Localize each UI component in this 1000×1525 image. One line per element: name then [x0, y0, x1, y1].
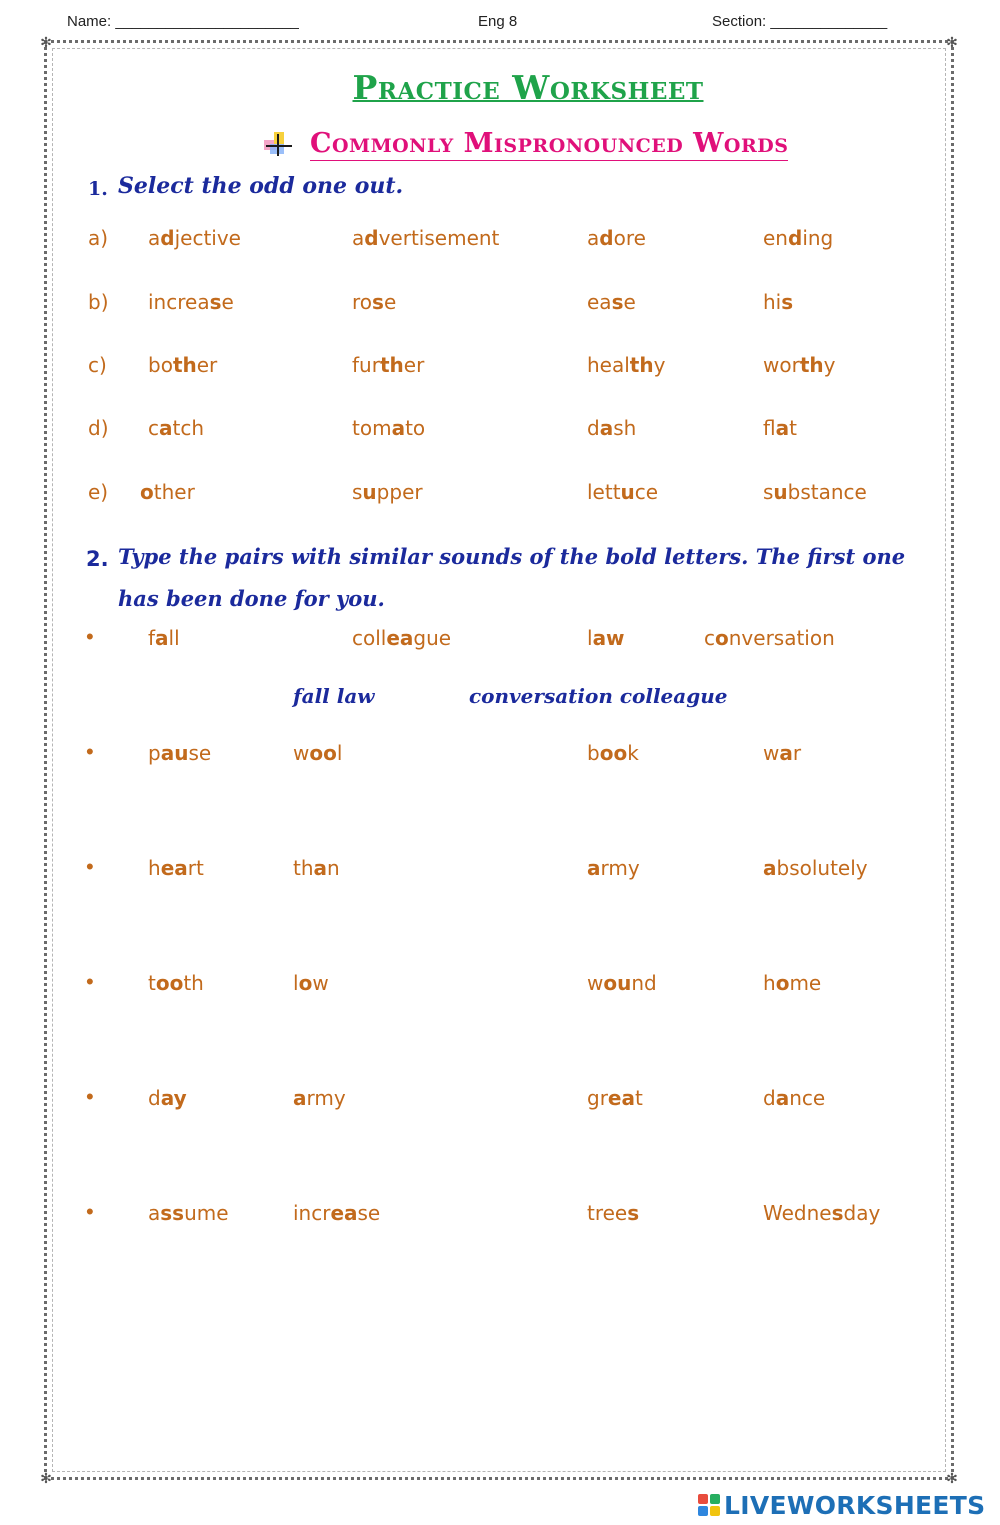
word-part: b [587, 741, 600, 765]
word-part: ll [168, 626, 180, 650]
word-part: e [383, 290, 397, 314]
word-option [763, 480, 867, 504]
word-part: a [587, 226, 600, 250]
question-number: 1. [88, 178, 108, 200]
bold-letters: ea [330, 1201, 358, 1225]
word-part: bo [148, 353, 173, 377]
word-part: incr [293, 1201, 331, 1225]
bold-letters: a [779, 741, 793, 765]
row-label: e) [88, 480, 109, 504]
word-option [763, 353, 835, 377]
question-2-prompt-line1: Type the pairs with similar sounds of the bold letters. The first one [118, 544, 906, 569]
word-option [148, 626, 180, 650]
section-field-label: Section: ______________ [712, 13, 888, 30]
word-option [704, 626, 835, 650]
word-option [148, 1201, 229, 1225]
border-corner-ornament: ✻ [946, 1470, 958, 1486]
word-option [587, 856, 640, 880]
word-option [587, 480, 658, 504]
bullet-icon: • [86, 739, 94, 764]
bold-letters: o [298, 971, 313, 995]
word-part: en [763, 226, 788, 250]
bold-letters: s [627, 1201, 640, 1225]
border-corner-ornament: ✻ [40, 1470, 52, 1486]
bold-letters: ss [160, 1201, 185, 1225]
bold-letters: a [587, 856, 601, 880]
bold-letters: s [611, 290, 624, 314]
bold-letters: a [313, 856, 328, 880]
word-part: bstance [787, 480, 867, 504]
word-part: fur [352, 353, 380, 377]
word-part: nversation [728, 626, 835, 650]
pair-row [0, 626, 1000, 658]
bold-letters: th [379, 353, 404, 377]
word-option [587, 290, 636, 314]
word-option [352, 626, 451, 650]
bullet-icon: • [86, 624, 94, 649]
word-part: d [148, 1086, 161, 1110]
example-answer-2: conversation colleague [469, 684, 728, 708]
bullet-icon: • [86, 854, 94, 879]
bold-letters: a [599, 416, 614, 440]
pair-row [0, 741, 1000, 773]
word-part: c [148, 416, 159, 440]
word-part: nd [631, 971, 657, 995]
word-part: y [653, 353, 666, 377]
word-option [293, 856, 340, 880]
bold-letters: th [629, 353, 654, 377]
word-part: d [763, 1086, 776, 1110]
odd-one-out-row [0, 353, 1000, 385]
word-part: c [704, 626, 715, 650]
word-option [293, 741, 342, 765]
word-option [148, 971, 204, 995]
bold-letters: ay [160, 1086, 187, 1110]
name-field-label: Name: ______________________ [67, 13, 299, 30]
word-part: me [789, 971, 822, 995]
bold-letters: oo [599, 741, 628, 765]
bold-letters: a [391, 416, 406, 440]
word-option [763, 416, 797, 440]
word-option [763, 1086, 825, 1110]
word-part: sh [613, 416, 637, 440]
word-option [763, 741, 801, 765]
word-part: ther [153, 480, 195, 504]
word-part: ro [352, 290, 373, 314]
word-option [763, 226, 833, 250]
word-part: increa [148, 290, 210, 314]
word-part: tree [587, 1201, 628, 1225]
word-part: to [405, 416, 426, 440]
question-2-prompt-line2: has been done for you. [118, 586, 385, 611]
word-option [352, 480, 423, 504]
word-option [148, 226, 241, 250]
word-part: l [336, 741, 343, 765]
word-option [587, 1086, 643, 1110]
word-part: vertisement [378, 226, 500, 250]
word-part: p [148, 741, 161, 765]
odd-one-out-row [0, 416, 1000, 448]
bold-letters: a [159, 416, 173, 440]
word-part: th [293, 856, 314, 880]
word-part: gue [413, 626, 452, 650]
word-option [293, 1201, 380, 1225]
bold-letters: o [140, 480, 154, 504]
word-option [148, 353, 217, 377]
word-part: coll [352, 626, 387, 650]
word-option [140, 480, 195, 504]
word-option [148, 856, 204, 880]
word-part: a [148, 226, 161, 250]
bold-letters: a [293, 1086, 307, 1110]
word-part: y [823, 353, 836, 377]
word-option [148, 1086, 187, 1110]
question-1-prompt: Select the odd one out. [118, 173, 404, 199]
word-part: rmy [306, 1086, 346, 1110]
word-part: tch [172, 416, 205, 440]
word-part: s [763, 480, 774, 504]
word-part: t [634, 1086, 643, 1110]
bold-letters: o [715, 626, 729, 650]
bold-letters: d [599, 226, 614, 250]
word-option [587, 1201, 639, 1225]
bold-letters: oo [155, 971, 184, 995]
word-part: l [293, 971, 299, 995]
word-part: w [293, 741, 310, 765]
bold-letters: aw [592, 626, 625, 650]
word-part: k [627, 741, 639, 765]
course-label: Eng 8 [478, 13, 518, 30]
question-number: 2. [86, 547, 109, 571]
word-part: d [587, 416, 600, 440]
liveworksheets-brand [698, 1490, 985, 1520]
word-part: e [623, 290, 636, 314]
word-option [293, 971, 329, 995]
word-option [763, 856, 868, 880]
word-part: ore [613, 226, 646, 250]
word-part: hi [763, 290, 782, 314]
bold-letters: s [781, 290, 794, 314]
word-part: w [587, 971, 604, 995]
word-part: pper [376, 480, 423, 504]
bold-letters: ea [607, 1086, 635, 1110]
word-part: f [148, 626, 156, 650]
word-option [293, 1086, 346, 1110]
bold-letters: u [362, 480, 377, 504]
row-label: a) [88, 226, 109, 250]
word-part: h [763, 971, 776, 995]
bullet-icon: • [86, 969, 94, 994]
bullet-icon: • [86, 1199, 94, 1224]
word-part: rmy [600, 856, 640, 880]
word-part: a [148, 1201, 161, 1225]
row-label: c) [88, 353, 107, 377]
pair-row [0, 1086, 1000, 1118]
bold-letters: ou [603, 971, 632, 995]
word-option [587, 741, 639, 765]
word-option [587, 226, 646, 250]
word-part: lett [587, 480, 621, 504]
word-part: ce [634, 480, 659, 504]
border-corner-ornament: ✻ [946, 34, 958, 50]
odd-one-out-row [0, 226, 1000, 258]
word-part: ing [802, 226, 834, 250]
border-corner-ornament: ✻ [40, 34, 52, 50]
word-part: jective [174, 226, 241, 250]
word-part: t [789, 416, 797, 440]
word-part: w [312, 971, 329, 995]
word-option [763, 971, 821, 995]
brand-name: LIVEWORKSHEETS [724, 1490, 986, 1520]
word-part: l [587, 626, 593, 650]
word-option [763, 290, 793, 314]
bold-letters: u [773, 480, 788, 504]
bold-letters: au [160, 741, 189, 765]
word-part: tom [352, 416, 392, 440]
bold-letters: d [364, 226, 379, 250]
row-label: b) [88, 290, 109, 314]
liveworksheets-logo-icon [698, 1494, 720, 1516]
word-part: th [183, 971, 204, 995]
word-part: Wedne [763, 1201, 832, 1225]
word-option [352, 353, 424, 377]
pair-row [0, 856, 1000, 888]
word-option [587, 971, 657, 995]
word-part: a [352, 226, 365, 250]
bold-letters: oo [309, 741, 337, 765]
word-part: heal [587, 353, 630, 377]
bold-letters: s [831, 1201, 844, 1225]
example-answer-1: fall law [293, 684, 375, 708]
word-part: se [357, 1201, 381, 1225]
word-part: s [352, 480, 363, 504]
word-option [148, 290, 234, 314]
word-part: er [196, 353, 218, 377]
word-part: ea [587, 290, 612, 314]
bold-letters: d [160, 226, 175, 250]
word-part: e [221, 290, 234, 314]
word-part: er [403, 353, 425, 377]
odd-one-out-row [0, 290, 1000, 322]
word-part: bsolutely [776, 856, 868, 880]
word-option [148, 741, 211, 765]
pair-row [0, 1201, 1000, 1233]
odd-one-out-row [0, 480, 1000, 512]
bold-letters: th [172, 353, 197, 377]
bold-letters: a [763, 856, 777, 880]
row-label: d) [88, 416, 109, 440]
bold-letters: o [775, 971, 790, 995]
bold-letters: a [775, 1086, 790, 1110]
worksheet-title: Practice Worksheet [352, 68, 704, 107]
squares-bullet-icon [262, 130, 294, 158]
bold-letters: ea [160, 856, 188, 880]
word-part: t [148, 971, 156, 995]
word-option [352, 290, 396, 314]
bold-letters: s [372, 290, 384, 314]
word-part: r [792, 741, 802, 765]
word-part: w [763, 741, 780, 765]
word-option [763, 1201, 880, 1225]
pair-row [0, 971, 1000, 1003]
word-part: gr [587, 1086, 608, 1110]
word-part: ume [184, 1201, 229, 1225]
bold-letters: d [787, 226, 803, 250]
bold-letters: s [209, 290, 222, 314]
worksheet-subtitle: Commonly Mispronounced Words [310, 128, 789, 159]
bold-letters: a [155, 626, 169, 650]
word-part: n [327, 856, 340, 880]
worksheet-title-wrap [0, 68, 1000, 107]
bold-letters: u [620, 480, 635, 504]
word-option [587, 416, 636, 440]
bold-letters: a [775, 416, 790, 440]
word-part: fl [763, 416, 776, 440]
word-part: day [843, 1201, 881, 1225]
word-option [352, 416, 425, 440]
bold-letters: th [799, 353, 824, 377]
word-option [352, 226, 499, 250]
word-part: h [148, 856, 161, 880]
word-option [148, 416, 204, 440]
bold-letters: ea [386, 626, 414, 650]
word-part: wor [763, 353, 800, 377]
word-part: rt [187, 856, 204, 880]
bullet-icon: • [86, 1084, 94, 1109]
word-option [587, 353, 665, 377]
word-option [587, 626, 625, 650]
word-part: nce [789, 1086, 826, 1110]
word-part: se [188, 741, 212, 765]
